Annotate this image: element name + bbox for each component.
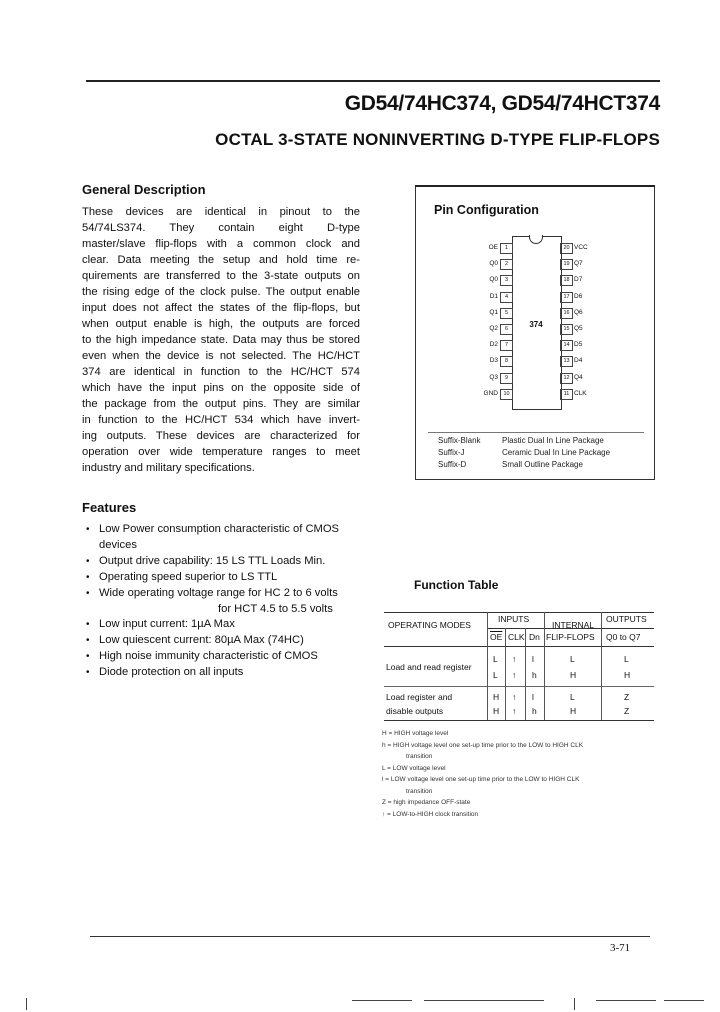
table-rule [544,612,545,720]
header-inputs: INPUTS [498,614,530,624]
features-heading: Features [82,500,137,515]
cell-oe: L [493,654,498,664]
pin-right-15 [560,324,600,335]
feature-item: • Wide operating voltage range for HC 2 to 6 volts [86,586,376,602]
pin-left-10 [476,389,512,400]
pin-name: D2 [489,341,498,349]
header-rule [86,80,660,82]
table-rule [525,628,526,720]
feature-item: • High noise immunity characteristic of CMOS [86,649,376,665]
pin-number: 1 [500,243,513,254]
page-title: GD54/74HC374, GD54/74HCT374 [344,92,660,115]
pin-number: 9 [500,373,513,384]
pin-name: D7 [574,276,583,284]
function-table-legend [382,728,662,820]
pin-left-1 [476,243,512,254]
scan-mark [352,1000,412,1001]
function-table-heading: Function Table [414,578,499,592]
pin-left-7 [476,340,512,351]
legend-line: h = HIGH voltage level one set-up time prior to the LOW to HIGH CLK [382,741,584,749]
feature-item-continuation: devices [99,538,137,551]
header-flip-flops: FLIP-FLOPS [546,632,595,642]
suffix-code: Suffix-D [438,460,467,469]
chip-label: 374 [529,320,543,329]
pin-number: 18 [560,275,573,286]
legend-line: l = LOW voltage level one set-up time prior to the LOW to HIGH CLK [382,776,580,783]
pin-left-4 [476,292,512,303]
pin-name: Q7 [574,260,583,268]
pin-configuration-heading: Pin Configuration [434,203,539,217]
legend-line: Z = high impedance OFF-state [382,799,471,806]
cell-internal: H [570,706,577,716]
feature-item: • Low input current: 1µA Max [86,617,376,633]
cell-dn: l [532,654,534,664]
table-rule [505,628,506,720]
cell-dn: h [532,706,537,716]
pin-name: Q0 [489,260,498,268]
pin-name: Q4 [574,373,583,381]
general-description-heading: General Description [82,182,206,197]
description-line: in function to the HC/HCT 534 which have invert- [82,414,360,426]
pin-number: 10 [500,389,513,400]
cell-out: Z [624,706,630,716]
pin-name: D4 [574,357,583,365]
scan-mark [574,998,575,1010]
page-subtitle: OCTAL 3-STATE NONINVERTING D-TYPE FLIP-FLOPS [215,130,660,149]
pin-left-3 [476,275,512,286]
pin-number: 12 [560,373,573,384]
feature-item: • Low Power consumption characteristic of CMOS [86,522,376,538]
suffix-description: Plastic Dual In Line Package [502,436,604,445]
description-line: quirements are transferred to the 3-state outputs on [82,270,360,282]
cell-out: Z [624,692,630,702]
pin-name: D5 [574,341,583,349]
pin-name: Q0 [489,276,498,284]
legend-line: transition [406,787,433,795]
header-internal: INTERNAL [552,620,595,630]
features-list [86,522,376,681]
feature-item: • Operating speed superior to LS TTL [86,570,376,586]
cell-oe: H [493,706,500,716]
cell-dn: l [532,692,534,702]
pin-right-17 [560,292,600,303]
pin-right-13 [560,356,600,367]
suffix-description: Small Outline Package [502,460,583,469]
cell-clk: ↑ [512,706,517,716]
mode-load-disable-2: disable outputs [386,706,444,716]
description-line: input does not affect the states of the flip-flops, but [82,302,360,314]
cell-oe: H [493,692,500,702]
pin-name: OE [488,244,498,251]
table-rule [384,686,654,687]
pin-name: VCC [574,244,588,251]
description-line: clear. Data meeting the setup and hold time re- [82,254,360,266]
pin-left-2 [476,259,512,270]
pin-number: 7 [500,340,513,351]
header-outputs: OUTPUTS [606,614,647,624]
pin-name: Q2 [489,325,498,332]
general-description-text [82,204,360,476]
pin-number: 16 [560,308,573,319]
pin-left-8 [476,356,512,367]
cell-out: L [624,654,629,664]
pin-number: 2 [500,259,513,270]
description-line: to the high impedance state. Data may thus be stored [82,334,360,346]
mode-load-disable: Load register and [386,692,453,702]
description-line: when output enable is high, the outputs are forced [82,318,360,330]
feature-item: • Diode protection on all inputs [86,665,376,681]
pin-number: 14 [560,340,573,351]
pin-name: D6 [574,292,583,300]
pin-left-5 [476,308,512,319]
cell-dn: h [532,670,537,680]
header-q-range: Q0 to Q7 [606,632,641,642]
pin-name: D1 [489,292,498,300]
pin-name: CLK [574,389,587,397]
description-line: These devices are identical in pinout to the [82,206,360,218]
cell-clk: ↑ [512,654,517,664]
page-number: 3-71 [610,942,631,954]
pin-name: Q5 [574,325,583,332]
description-line: 54/74LS374. They contain eight D-type [82,222,360,234]
pin-right-12 [560,373,600,384]
description-line: industry and military specifications. [82,462,255,474]
legend-line: H = HIGH voltage level [382,730,449,737]
pin-number: 20 [560,243,573,254]
table-rule [384,720,654,721]
legend-line: L = LOW voltage level [382,764,446,772]
pin-name: D3 [489,357,498,365]
cell-out: H [624,670,631,680]
description-line: ing outputs. These devices are characterized for [82,430,360,442]
pin-right-20 [560,243,600,254]
function-table [384,608,654,728]
scan-mark [664,1000,704,1001]
pin-number: 6 [500,324,513,335]
pin-name: Q3 [489,373,498,381]
pin-name: Q6 [574,308,583,316]
header-oe: $\overline{OE}$ [490,632,503,642]
cell-clk: ↑ [512,670,517,680]
pin-name: GND [483,389,498,397]
pin-right-14 [560,340,600,351]
header-operating-modes: OPERATING MODES [388,620,471,630]
pin-right-16 [560,308,600,319]
pin-number: 5 [500,308,513,319]
description-line: master/slave flip-flops with a common clock and [82,238,360,250]
table-rule [487,612,488,720]
pin-right-18 [560,275,600,286]
scan-mark [424,1000,544,1001]
description-line: which have the input pins on the opposite side of [82,382,360,394]
pin-number: 4 [500,292,513,303]
pin-number: 17 [560,292,573,303]
header-clk: CLK [508,632,525,642]
pin-right-11 [560,389,600,400]
suffix-code: Suffix-Blank [438,436,481,445]
description-line: the rising edge of the clock pulse. The output enable [82,286,360,298]
suffix-description: Ceramic Dual In Line Package [502,448,611,457]
description-line: operation over wide temperature ranges to meet [82,446,360,458]
suffix-code: Suffix-J [438,448,465,457]
pin-number: 3 [500,275,513,286]
cell-internal: L [570,654,575,664]
header-dn: Dn [529,632,540,642]
feature-item: • Output drive capability: 15 LS TTL Loads Min. [86,554,376,570]
cell-internal: L [570,692,575,702]
pin-number: 15 [560,324,573,335]
pin-number: 8 [500,356,513,367]
cell-clk: ↑ [512,692,517,702]
cell-oe: L [493,670,498,680]
feature-item: • Low quiescent current: 80µA Max (74HC) [86,633,376,649]
suffix-divider [428,432,644,433]
description-line: even when the device is not selected. The HC/HCT [82,350,360,362]
description-line: the package from the output pins. They are similar [82,398,360,410]
description-line: 374 are identical in function to the HC/HCT 574 [82,366,360,378]
mode-load-read: Load and read register [386,662,472,672]
footer-rule [90,936,650,937]
pin-number: 13 [560,356,573,367]
pin-number: 19 [560,259,573,270]
cell-internal: H [570,670,577,680]
legend-line: transition [406,753,433,760]
scan-mark [26,998,27,1010]
pin-right-19 [560,259,600,270]
legend-line: ↑ = LOW-to-HIGH clock transition [382,810,479,818]
pin-number: 11 [560,389,573,400]
pin-left-6 [476,324,512,335]
scan-mark [596,1000,656,1001]
pin-name: Q1 [489,308,498,316]
table-rule [601,612,602,720]
table-rule [384,612,654,613]
table-rule [384,646,654,647]
feature-item-continuation: for HCT 4.5 to 5.5 volts [218,602,333,615]
pin-left-9 [476,373,512,384]
